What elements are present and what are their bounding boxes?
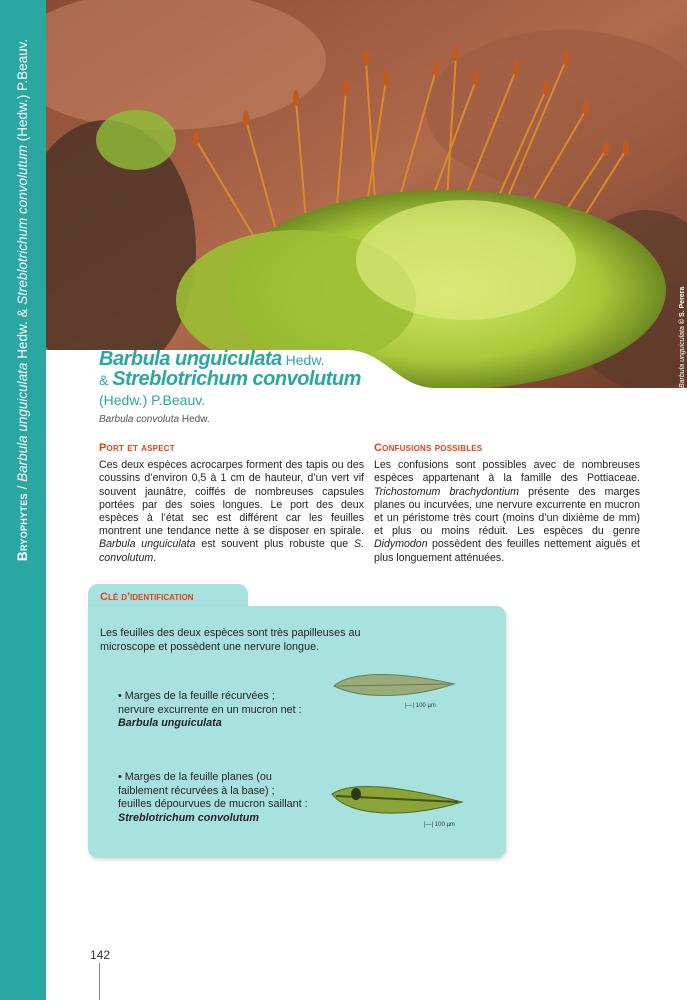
sidebar-author-2: (Hedw.) P.Beauv.	[15, 38, 30, 145]
credit-species: Barbula unguiculata	[679, 326, 686, 388]
species-title	[99, 350, 429, 425]
sidebar-separator: /	[15, 481, 30, 494]
port-heading: Port et aspect	[99, 442, 175, 454]
title-amp: &	[99, 372, 113, 388]
title-species-2: Streblotrichum convolutum	[112, 368, 361, 390]
synonym	[99, 414, 429, 425]
photo-credit	[679, 248, 686, 388]
sidebar-author-1: Hedw. &	[15, 304, 30, 363]
leaf-barbula-image	[332, 668, 456, 702]
key-intro: Les feuilles des deux espèces sont très papilleuses au microscope et possèdent une nervure longue.	[100, 627, 361, 653]
confusions-heading: Confusions possibles	[374, 442, 483, 454]
key-item-1-species: Barbula unguiculata	[118, 717, 222, 729]
page-footer-line	[99, 963, 100, 1000]
synonym-author: Hedw.	[179, 414, 210, 425]
title-author-2: (Hedw.) P.Beauv.	[99, 392, 206, 408]
scale-bar-2: |—| 100 µm	[424, 822, 455, 828]
leaf-streblotrichum-image	[330, 780, 464, 820]
key-item-2-species: Streblotrichum convolutum	[118, 811, 259, 824]
key-item-streblotrichum: • Marges de la feuille planes (ou faiblement récurvées à la base) ; feuilles dépourvues de mucron saillant : Streblotrichum convolutum	[118, 771, 308, 824]
port-text: Ces deux espèces acrocarpes forment des tapis ou des coussins d’environ 0,5 à 1 cm de hauteur, d’un vert vif souvent jaunâtre, coiffés de nombreuses capsules portées par des soies longues. Le port des deux espèces à l’état sec est différent car les feuilles montrent une tendance nette à se disposer en spirale. Barbula unguiculata est souvent plus robuste que S. convolutum.	[99, 459, 365, 564]
sidebar-species-2: Streblotrichum convolutum	[15, 144, 30, 305]
key-item-barbula: • Marges de la feuille récurvées ; nervure excurrente en un mucron net : Barbula unguiculata	[118, 690, 302, 729]
sidebar-running-title	[13, 0, 33, 600]
confusions-section	[374, 442, 640, 565]
port-section	[99, 442, 364, 565]
title-author-1: Hedw.	[281, 352, 325, 368]
page-number: 142	[90, 948, 111, 962]
scale-bar-1: |—| 100 µm	[405, 703, 436, 709]
key-title: Clé d’identification	[100, 591, 194, 603]
synonym-species: Barbula convoluta	[99, 414, 180, 425]
credit-owner: © S. Perera	[679, 286, 686, 325]
confusions-text: Les confusions sont possibles avec de nombreuses espèces appartenant à la famille des Pottiaceae. Trichostomum brachydontium présente des marges planes ou incurvées, une nervure excurrente en mucron et un péristome très court (moins d’un dixième de mm) et plus ou moins réduit. Les espèces du genre Didymodon possèdent des feuilles nettement aiguës et plus longuement atténuées.	[374, 459, 641, 564]
title-species-1: Barbula unguiculata	[99, 348, 282, 370]
sidebar-section: Bryophytes	[15, 493, 30, 562]
sidebar-species-1: Barbula unguiculata	[15, 362, 30, 482]
